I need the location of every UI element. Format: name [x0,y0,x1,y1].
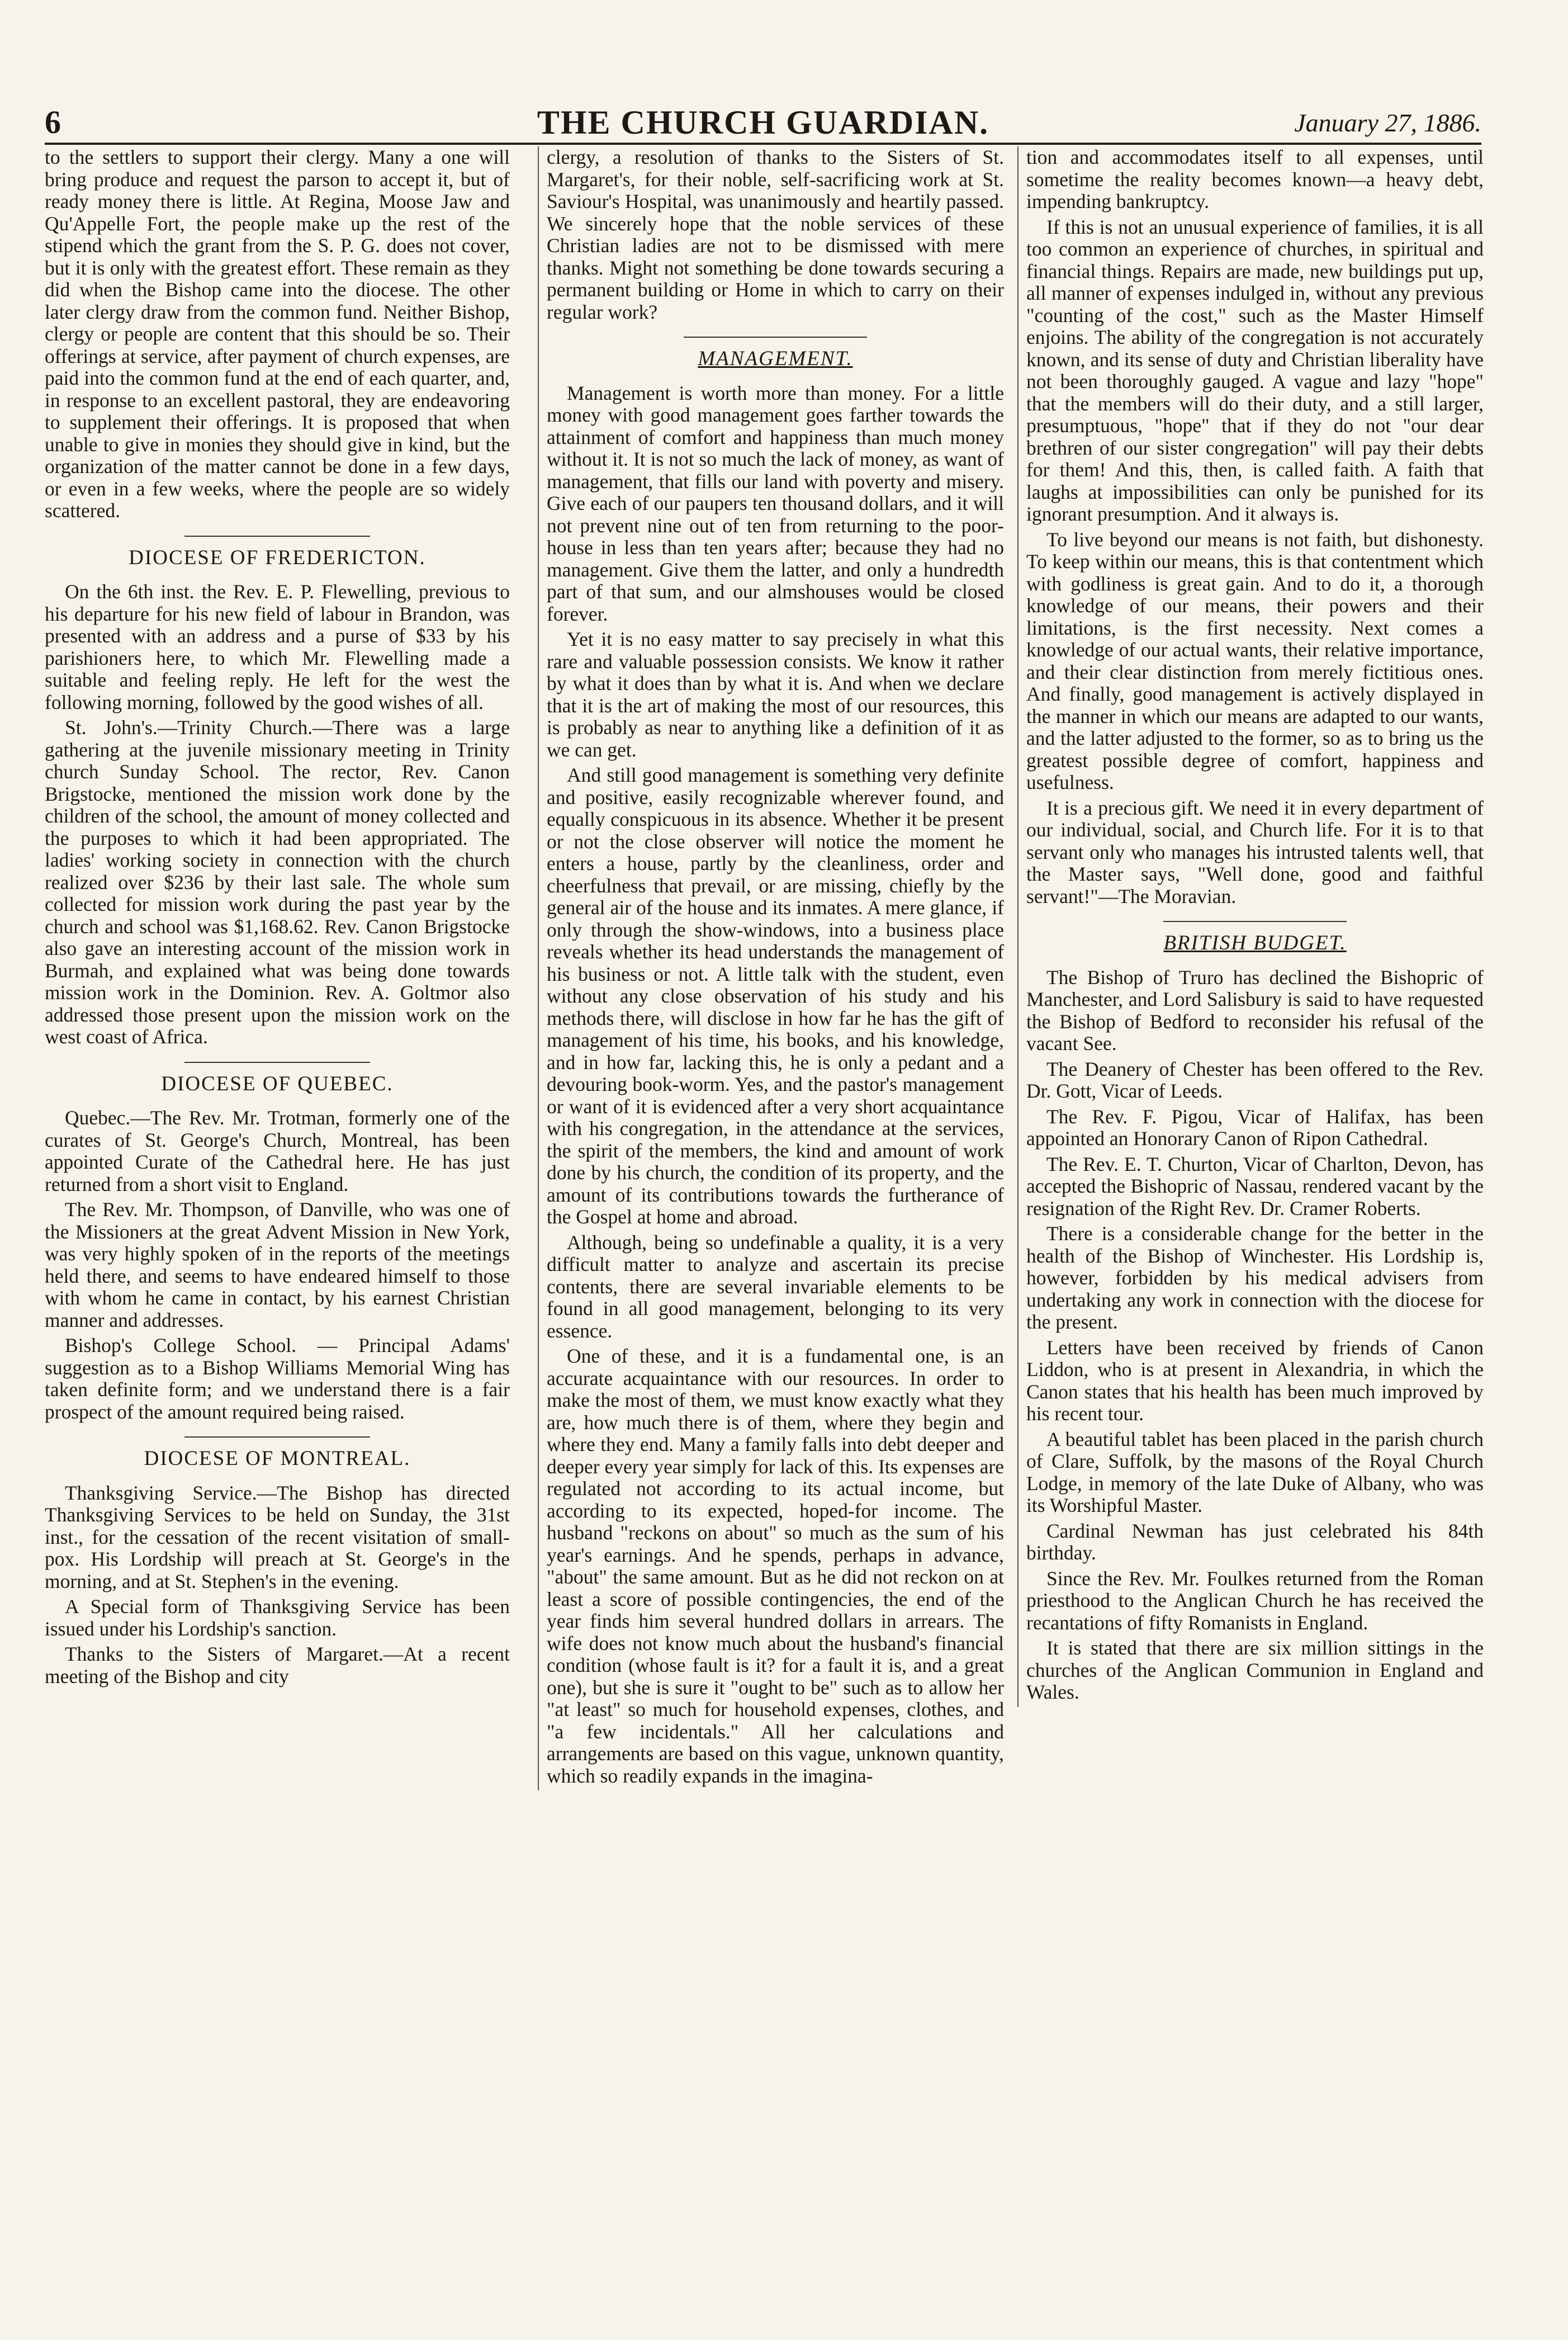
section-heading-fredericton: DIOCESE OF FREDERICTON. [129,546,426,569]
news-item: Cardinal Newman has just celebrated his 84th birthday. [1026,1519,1484,1564]
divider [184,1436,371,1438]
issue-date: January 27, 1886. [1294,108,1481,137]
news-item: The Bishop of Truro has declined the Bishopric of Manchester, and Lord Salisbury is said to have requested the Bishop of Bedford to reconsider his refusal of the vacant See. [1026,966,1484,1055]
news-item: Since the Rev. Mr. Foulkes returned from the Roman priesthood to the Anglican Church he has received the recantations of fifty Romanists in England. [1026,1567,1484,1634]
divider [1163,921,1346,922]
article-paragraph: One of these, and it is a fundamental one, is an accurate acquaintance with our resources. In order to make the most of them, we must know exactly what they are, how much there is of them, where they begin and where they end. Many a family falls into debt deeper and deeper every year simply for lack of this. Its expenses are regulated not according to its actual income, but according to its expected, hoped-for income. The husband "reckons on about" so much as the sum of his year's earnings. And he spends, perhaps in advance, "about" the same amount. But as he did not reckon on at least a score of possible contingencies, the end of the year finds him several hundred dollars in arrears. The wife does not know much about the husband's financial condition (whose fault is it? for a fault it is, and a great one), but she is sure it "ought to be" such as to allow her "at least" so much for household expenses, clothes, and "a few incidentals." All her calculations and arrangements are based on this vague, unknown quantity, which so readily expands in the imagina- [547,1345,1004,1787]
news-item: It is stated that there are six million sittings in the churches of the Anglican Communion in England and Wales. [1026,1637,1484,1703]
newspaper-title: THE CHURCH GUARDIAN. [537,104,989,141]
section-heading-management: MANAGEMENT. [698,347,853,370]
section-heading-quebec: DIOCESE OF QUEBEC. [161,1072,394,1095]
news-item: A beautiful tablet has been placed in the parish church of Clare, Suffolk, by the masons of the Royal Church Lodge, in memory of the late Duke of Albany, who was its Worshipful Master. [1026,1427,1484,1516]
news-item: The Rev. E. T. Churton, Vicar of Charlton, Devon, has accepted the Bishopric of Nassau, rendered vacant by the resignation of the Right Rev. Dr. Cramer Roberts. [1026,1152,1484,1219]
article-paragraph: St. John's.—Trinity Church.—There was a large gathering at the juvenile missionary meeting in Trinity church Sunday School. The rector, Rev. Canon Brigstocke, mentioned the mission work done by the children of the school, the amount of money collected and the purposes to which it had been appropriated. The ladies' working society in connection with the church realized over $236 by their last sale. The whole sum collected for mission work during the past year by the church and school was $1,168.62. Rev. Canon Brigstocke also gave an interesting account of the mission work in Burmah, and explained what was being done towards mission work in the Dominion. Rev. A. Goltmor also addressed those present upon the mission work on the west coast of Africa. [45,716,510,1048]
divider [184,1062,371,1063]
divider [184,536,371,537]
article-paragraph: To live beyond our means is not faith, but dishonesty. To keep within our means, this is that contentment which with godliness is great gain. And to do it, a thorough knowledge of our means, their powers and their limitations, is the first necessity. Next comes a knowledge of our actual wants, their relative importance, and their clear distinction from merely fictitious ones. And finally, good management is actively displayed in the manner in which our means are adapted to our wants, and the latter adjusted to the former, so as to bring us the greatest possible degree of comfort, happiness and usefulness. [1026,528,1484,793]
article-paragraph: Thanks to the Sisters of Margaret.—At a recent meeting of the Bishop and city [45,1643,510,1687]
article-paragraph: tion and accommodates itself to all expenses, until sometime the reality becomes known—a heavy debt, impending bankruptcy. [1026,146,1484,212]
section-heading-montreal: DIOCESE OF MONTREAL. [144,1447,411,1470]
news-item: There is a considerable change for the better in the health of the Bishop of Winchester. His Lordship is, however, forbidden by his medical advisers from undertaking any work in connection with the diocese for the present. [1026,1222,1484,1333]
news-item: The Deanery of Chester has been offered to the Rev. Dr. Gott, Vicar of Leeds. [1026,1057,1484,1102]
article-paragraph: Although, being so undefinable a quality, it is a very difficult matter to analyze and ascertain its precise contents, there are several invariable elements to be found in all good management, belonging to its very essence. [547,1231,1004,1342]
column-right [1017,146,1484,1707]
article-paragraph: On the 6th inst. the Rev. E. P. Flewelling, previous to his departure for his new field of labour in Brandon, was presented with an address and a purse of $33 by his parishioners here, to which Mr. Flewelling made a suitable and feeling reply. He left for the west the following morning, followed by the good wishes of all. [45,580,510,713]
column-middle [538,146,1004,1790]
article-paragraph: Thanksgiving Service.—The Bishop has directed Thanksgiving Services to be held on Sunday, the 31st inst., for the cessation of the recent visitation of small-pox. His Lordship will preach at St. George's in the morning, and at St. Stephen's in the evening. [45,1481,510,1592]
news-item: The Rev. F. Pigou, Vicar of Halifax, has been appointed an Honorary Canon of Ripon Cathedral. [1026,1105,1484,1150]
article-paragraph: If this is not an unusual experience of families, it is all too common an experience of churches, in spiritual and financial things. Repairs are made, new buildings put up, all manner of expenses indulged in, without any previous "counting of the cost," such as the Master Himself enjoins. The ability of the congregation is not accurately known, and its sense of duty and Christian liberality have not been thoroughly gauged. A vague and lazy "hope" that the members will do their duty, and a still larger, presumptuous, "hope" that if they do not "our dear brethren of our sister congregation" will pay their debts for them! And this, then, is called faith. A faith that laughs at impossibilities can only be punished for its ignorant presumption. And it always is. [1026,215,1484,525]
article-paragraph: The Rev. Mr. Thompson, of Danville, who was one of the Missioners at the great Advent Mission in New York, was very highly spoken of in the reports of the meetings held there, and seems to have endeared himself to those with whom he came in contact, by his earnest Christian manner and addresses. [45,1198,510,1331]
article-paragraph: A Special form of Thanksgiving Service has been issued under his Lordship's sanction. [45,1595,510,1640]
article-paragraph: to the settlers to support their clergy. Many a one will bring produce and request the parson to accept it, but of ready money there is little. At Regina, Moose Jaw and Qu'Appelle Fort, the people make up the rest of the stipend which the grant from the S. P. G. does not cover, but it is only with the greatest effort. These remain as they did when the Bishop came into the diocese. The other later clergy draw from the common fund. Neither Bishop, clergy or people are content that this should be so. Their offerings at service, after payment of church expenses, are paid into the common fund at the end of each quarter, and, in response to an excellent pastoral, they are endeavoring to supplement their offerings. It is proposed that when unable to give in monies they should give in kind, but the organization of the matter cannot be done in a few days, or even in a few weeks, where the people are so widely scattered. [45,146,510,522]
article-paragraph: clergy, a resolution of thanks to the Sisters of St. Margaret's, for their noble, self-sacrificing work at St. Saviour's Hospital, was unanimously and heartily passed. We sincerely hope that the noble services of these Christian ladies are not to be dismissed with mere thanks. Might not something be done towards securing a permanent building or Home in which to carry on their regular work? [547,146,1004,323]
page-number: 6 [45,104,61,140]
section-heading-british-budget: BRITISH BUDGET. [1163,932,1347,954]
article-paragraph: Bishop's College School. — Principal Adams' suggestion as to a Bishop Williams Memorial Wing has taken definite form; and we understand there is a fair prospect of the amount required being raised. [45,1334,510,1423]
article-paragraph: And still good management is something very definite and positive, easily recognizable wherever found, and equally conspicuous in its absence. Whether it be present or not the close observer will notice the moment he enters a house, partly by the cleanliness, order and cheerfulness that prevail, or are missing, chiefly by the general air of the house and its inmates. A mere glance, if only through the show-windows, into a business place reveals whether its head understands the management of his business or not. A little talk with the student, even without any close observation of his study and his methods there, will disclose in how far he has the gift of management of his time, his books, and his knowledge, and in how far, lacking this, he is only a pedant and a devouring book-worm. Yes, and the pastor's management or want of it is evidenced after a very short acquaintance with his congregation, in the attendance at the services, the spirit of the members, the kind and amount of work done by his church, the condition of its property, and the amount of its contributions towards the furtherance of the Gospel at home and abroad. [547,764,1004,1228]
column-left [45,146,510,1691]
article-paragraph: Yet it is no easy matter to say precisely in what this rare and valuable possession consists. We know it rather by what it does than by what it is. And when we declare that it is the art of making the most of our resources, this is probably as near to anything like a definition of it as we can get. [547,628,1004,761]
divider [684,337,866,338]
article-paragraph: It is a precious gift. We need it in every department of our individual, social, and Church life. For it is to that servant only who manages his intrusted talents well, that the Master says, "Well done, good and faithful servant!"—The Moravian. [1026,796,1484,907]
article-paragraph: Management is worth more than money. For a little money with good management goes farther towards the attainment of comfort and happiness than much money without it. It is not so much the lack of money, as want of management, that fills our land with poverty and misery. Give each of our paupers ten thousand dollars, and it will not prevent nine out of ten from returning to the poor-house in less than ten years after; because they had no management. Give them the latter, and only a hundredth part of that sum, and our almshouses would be closed forever. [547,381,1004,625]
news-item: Letters have been received by friends of Canon Liddon, who is at present in Alexandria, in which the Canon states that his health has been much improved by his recent tour. [1026,1336,1484,1425]
page-header [45,103,1481,145]
article-paragraph: Quebec.—The Rev. Mr. Trotman, formerly one of the curates of St. George's Church, Montreal, has been appointed Curate of the Cathedral here. He has just returned from a short visit to England. [45,1107,510,1195]
